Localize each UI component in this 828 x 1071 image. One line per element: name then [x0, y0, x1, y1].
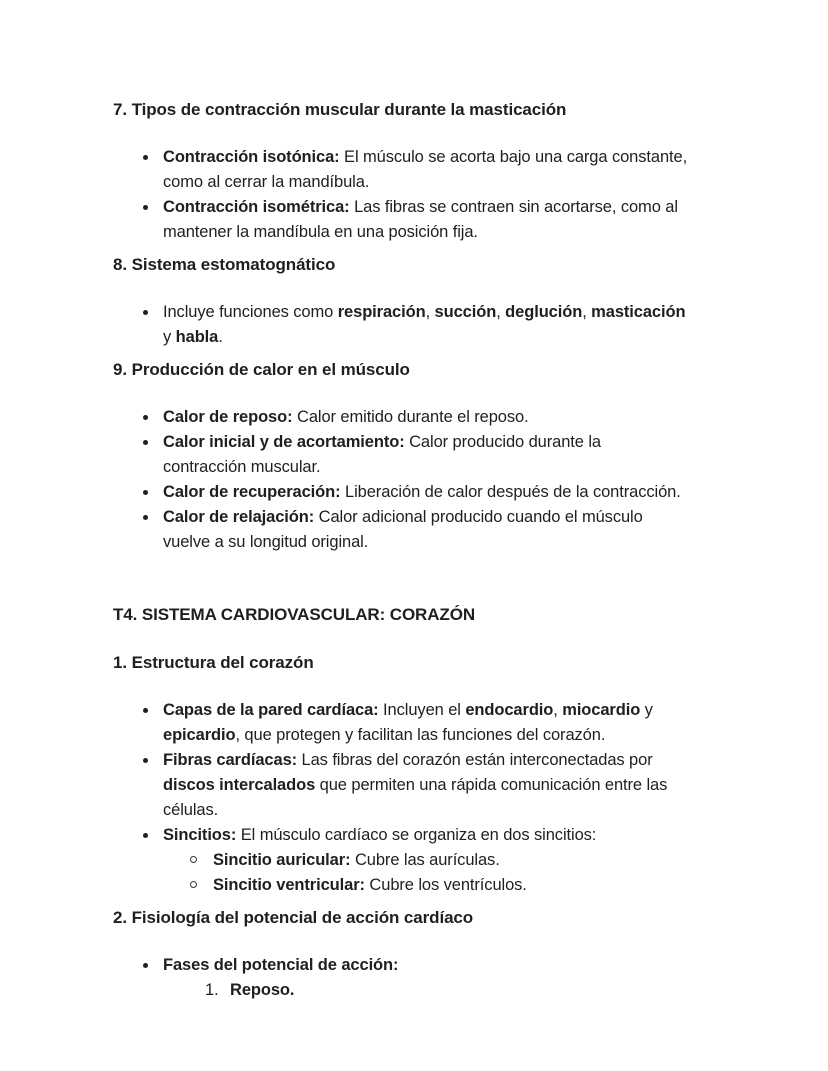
bullet-item [143, 145, 745, 195]
bullet-icon [143, 300, 163, 315]
list-tipos-contraccion [143, 145, 745, 245]
bullet-item [143, 405, 745, 430]
text-run: , [425, 303, 435, 321]
bullet-icon [143, 195, 163, 210]
text-line [163, 480, 745, 505]
text-line [163, 325, 745, 350]
bold-text-run: deglución [505, 303, 583, 321]
list-item-text [213, 848, 745, 873]
dot-shape [143, 708, 148, 713]
list-estructura-corazon [143, 698, 745, 898]
bold-text-run: Fases del potencial de acción: [163, 956, 399, 974]
list-item-text [163, 300, 745, 350]
bullet-icon [143, 405, 163, 420]
dot-shape [143, 310, 148, 315]
text-run: Cubre las aurículas. [350, 851, 500, 869]
dot-shape [143, 758, 148, 763]
numbered-sublist [205, 978, 745, 1003]
text-run: El músculo cardíaco se organiza en dos sincitios: [236, 826, 597, 844]
circle-bullet-icon [190, 848, 213, 863]
document-content [113, 97, 745, 1003]
bullet-item [143, 480, 745, 505]
text-line [163, 773, 745, 798]
text-line [163, 530, 745, 555]
bullet-item [143, 698, 745, 748]
heading-t4-sistema-cardiovascular: T4. SISTEMA CARDIOVASCULAR: CORAZÓN [113, 605, 476, 624]
bold-text-run: habla [175, 328, 219, 346]
text-line [163, 953, 745, 978]
sub-bullet-item [190, 873, 745, 898]
text-line [163, 823, 745, 848]
bold-text-run: Capas de la pared cardíaca: [163, 701, 379, 719]
bold-text-run: succión [434, 303, 497, 321]
list-item-text [163, 145, 745, 195]
dot-shape [143, 963, 148, 968]
bullet-item [143, 953, 745, 1003]
bullet-icon [143, 748, 163, 763]
dot-shape [143, 515, 148, 520]
text-line [163, 145, 745, 170]
heading-1-estructura-corazon: 1. Estructura del corazón [113, 653, 314, 672]
bullet-item [143, 195, 745, 245]
list-item-text [163, 480, 745, 505]
heading-7-tipos-contraccion: 7. Tipos de contracción muscular durante la masticación [113, 100, 567, 119]
dot-shape [143, 833, 148, 838]
bold-text-run: epicardio [163, 726, 236, 744]
bullet-icon [143, 698, 163, 713]
text-line [163, 170, 745, 195]
text-run: que permiten una rápida comunicación entre las [315, 776, 668, 794]
bold-text-run: endocardio [465, 701, 554, 719]
bullet-icon [143, 953, 163, 968]
text-run: células. [163, 801, 219, 819]
bold-text-run: Sincitios: [163, 826, 237, 844]
text-run: Incluye funciones como [163, 303, 338, 321]
list-item-text [163, 823, 745, 898]
circle-bullet-icon [190, 873, 213, 888]
bullet-item [143, 505, 745, 555]
bullet-item [143, 300, 745, 350]
text-run: El músculo se acorta bajo una carga constante, [339, 148, 688, 166]
heading-8-sistema-estomatognatico: 8. Sistema estomatognático [113, 255, 336, 274]
bullet-item [143, 823, 745, 898]
bullet-icon [143, 480, 163, 495]
text-run: , [582, 303, 592, 321]
text-run: , que protegen y facilitan las funciones del corazón. [235, 726, 606, 744]
list-produccion-calor [143, 405, 745, 555]
text-run: como al cerrar la mandíbula. [163, 173, 370, 191]
bold-text-run: Calor de relajación: [163, 508, 315, 526]
bullet-icon [143, 145, 163, 160]
bullet-icon [143, 430, 163, 445]
bold-text-run: Sincitio auricular: [213, 851, 351, 869]
bold-text-run: Contracción isométrica: [163, 198, 350, 216]
numbered-item [205, 978, 745, 1003]
bold-text-run: masticación [591, 303, 686, 321]
list-item-text [163, 195, 745, 245]
hollow-circle-shape [190, 856, 197, 863]
text-line [163, 430, 745, 455]
list-fisiologia-potencial [143, 953, 745, 1003]
text-line [163, 505, 745, 530]
text-line [163, 220, 745, 245]
text-run: , [496, 303, 506, 321]
text-line [213, 873, 745, 898]
sub-bullet-item [190, 848, 745, 873]
bold-text-run: Sincitio ventricular: [213, 876, 365, 894]
circle-sublist [190, 848, 745, 898]
text-run: y [163, 328, 176, 346]
text-run: Liberación de calor después de la contracción. [340, 483, 681, 501]
text-run: . [218, 328, 223, 346]
text-run: Cubre los ventrículos. [364, 876, 527, 894]
text-line [163, 723, 745, 748]
text-run: Calor producido durante la [404, 433, 601, 451]
text-run: Las fibras se contraen sin acortarse, como al [349, 198, 678, 216]
dot-shape [143, 155, 148, 160]
dot-shape [143, 415, 148, 420]
dot-shape [143, 205, 148, 210]
text-run: mantener la mandíbula en una posición fija. [163, 223, 478, 241]
bold-text-run: Contracción isotónica: [163, 148, 340, 166]
text-run: Calor adicional producido cuando el músculo [314, 508, 643, 526]
bold-text-run: Reposo. [230, 981, 295, 999]
heading-2-fisiologia-potencial: 2. Fisiología del potencial de acción cardíaco [113, 908, 474, 927]
bullet-icon [143, 823, 163, 838]
list-sistema-estomatognatico [143, 300, 745, 350]
text-line [163, 195, 745, 220]
text-line [163, 698, 745, 723]
text-line [163, 748, 745, 773]
bold-text-run: Fibras cardíacas: [163, 751, 298, 769]
list-item-text [163, 405, 745, 430]
text-line [163, 405, 745, 430]
text-run: vuelve a su longitud original. [163, 533, 369, 551]
bold-text-run: respiración [337, 303, 426, 321]
hollow-circle-shape [190, 881, 197, 888]
list-item-text [163, 953, 745, 1003]
list-item-text [163, 430, 745, 480]
bold-text-run: Calor inicial y de acortamiento: [163, 433, 405, 451]
text-line [163, 455, 745, 480]
text-line [163, 798, 745, 823]
text-run: , [553, 701, 563, 719]
dot-shape [143, 490, 148, 495]
bullet-icon [143, 505, 163, 520]
bullet-item [143, 748, 745, 823]
list-item-text [163, 505, 745, 555]
bullet-item [143, 430, 745, 480]
list-item-text [213, 873, 745, 898]
list-item-text [230, 978, 745, 1003]
bold-text-run: miocardio [562, 701, 641, 719]
section-gap [113, 562, 745, 602]
text-line [213, 848, 745, 873]
number-marker: 1. [205, 981, 219, 999]
text-run: Calor emitido durante el reposo. [292, 408, 529, 426]
list-item-text [163, 698, 745, 748]
list-item-text [163, 748, 745, 823]
bold-text-run: Calor de recuperación: [163, 483, 341, 501]
text-run: contracción muscular. [163, 458, 321, 476]
text-line [163, 300, 745, 325]
heading-9-produccion-calor: 9. Producción de calor en el músculo [113, 360, 410, 379]
text-line [230, 978, 745, 1003]
dot-shape [143, 440, 148, 445]
text-run: y [640, 701, 653, 719]
bold-text-run: discos intercalados [163, 776, 316, 794]
text-run: Incluyen el [378, 701, 466, 719]
bold-text-run: Calor de reposo: [163, 408, 293, 426]
text-run: Las fibras del corazón están interconectadas por [297, 751, 653, 769]
